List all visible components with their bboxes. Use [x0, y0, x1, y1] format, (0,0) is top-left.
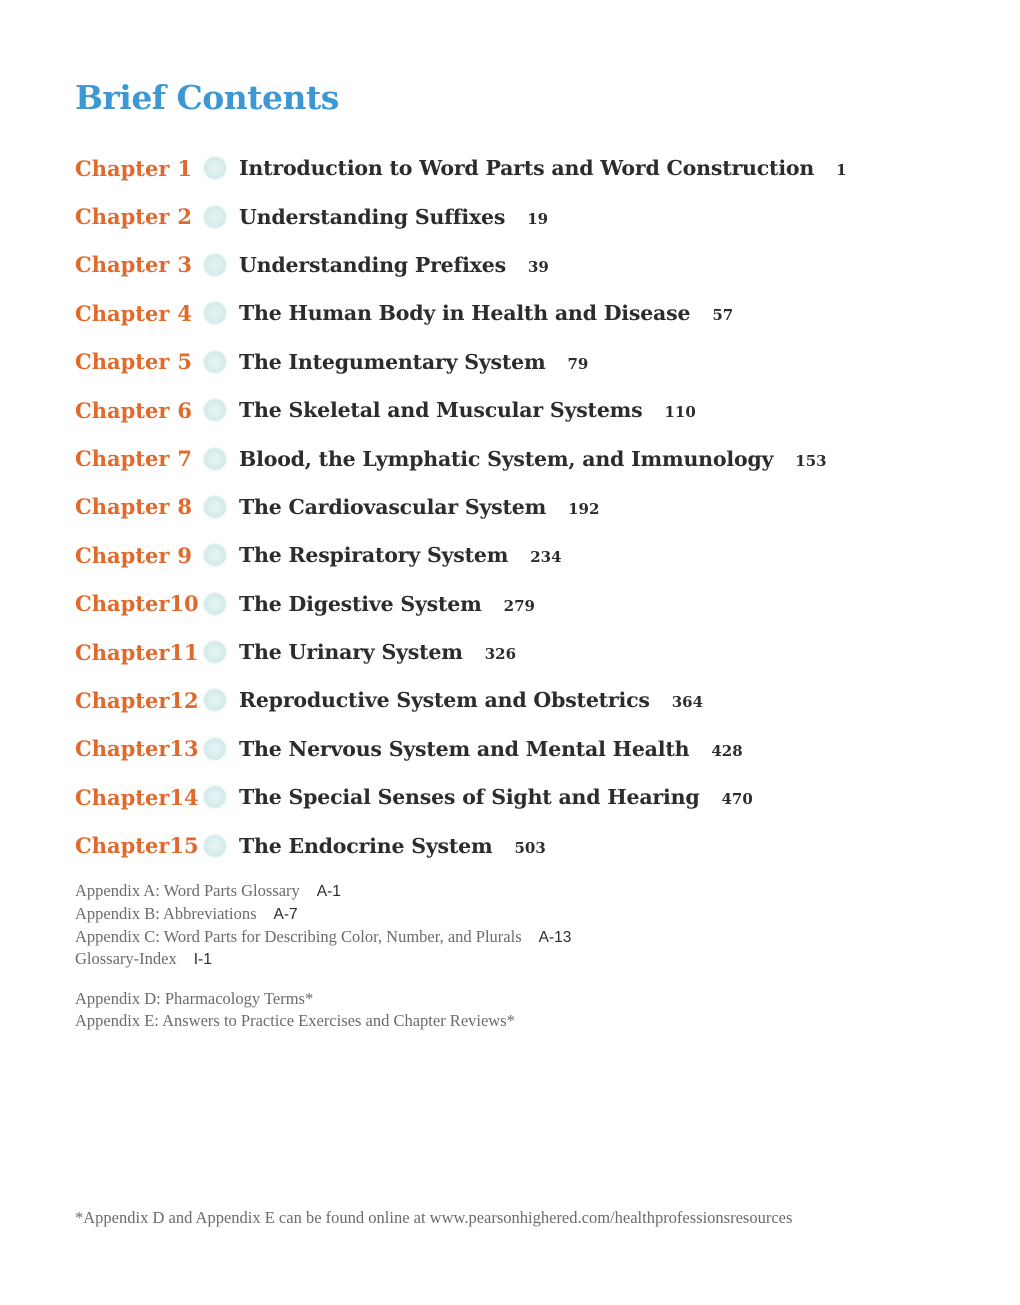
online-appendix-item: Appendix E: Answers to Practice Exercises and Chapter Reviews*: [75, 1010, 515, 1030]
appendix-item[interactable]: [75, 880, 571, 903]
chapter-page: 326: [484, 645, 517, 664]
chapter-row[interactable]: [75, 676, 975, 724]
bullet-circle-icon: [204, 399, 226, 421]
appendix-title: Appendix C: Word Parts for Describing Color, Number, and Plurals: [75, 926, 522, 946]
chapter-label: Chapter 6: [75, 397, 192, 423]
chapter-title: Introduction to Word Parts and Word Construction: [239, 156, 815, 181]
bullet-circle-icon: [204, 738, 226, 760]
chapter-page: 364: [671, 693, 704, 712]
chapter-row[interactable]: [75, 144, 975, 192]
chapter-page: 110: [664, 403, 696, 422]
chapter-page: 39: [527, 257, 549, 276]
appendix-item[interactable]: [75, 948, 571, 971]
appendix-title: Glossary-Index: [75, 949, 177, 969]
chapter-row[interactable]: [75, 821, 975, 869]
chapter-list: [75, 144, 975, 870]
online-appendix-item: Appendix D: Pharmacology Terms*: [75, 989, 314, 1008]
appendix-title: Appendix B: Abbreviations: [75, 903, 257, 923]
chapter-label: Chapter 2: [75, 204, 192, 230]
chapter-page: 470: [721, 790, 753, 809]
bullet-circle-icon: [204, 206, 226, 228]
appendix-page: A-1: [316, 883, 341, 900]
chapter-label: Chapter 10: [75, 591, 199, 617]
bullet-circle-icon: [204, 157, 226, 179]
chapter-row[interactable]: [75, 580, 975, 628]
chapter-label: Chapter 5: [75, 349, 192, 375]
chapter-title: The Endocrine System: [239, 833, 493, 858]
chapter-row[interactable]: [75, 289, 975, 337]
chapter-label: Chapter 7: [75, 446, 192, 472]
chapter-page: 79: [567, 354, 589, 373]
appendix-item[interactable]: [75, 903, 571, 926]
bullet-circle-icon: [204, 302, 226, 324]
chapter-page: 428: [711, 741, 743, 760]
appendix-title: Appendix A: Word Parts Glossary: [75, 881, 300, 900]
chapter-label: Chapter 3: [75, 252, 192, 278]
chapter-row[interactable]: [75, 725, 975, 773]
bullet-circle-icon: [204, 496, 226, 518]
chapter-row[interactable]: [75, 773, 975, 821]
chapter-title: Reproductive System and Obstetrics: [239, 688, 650, 713]
appendix-page: A-13: [538, 928, 572, 946]
chapter-label: Chapter 13: [75, 736, 199, 762]
chapter-row[interactable]: [75, 628, 975, 676]
chapter-title: Understanding Suffixes: [239, 204, 506, 229]
chapter-label: Chapter 12: [75, 687, 199, 713]
page-title: Brief Contents: [75, 78, 339, 117]
chapter-title: The Special Senses of Sight and Hearing: [239, 785, 700, 810]
chapter-title: The Human Body in Health and Disease: [239, 301, 691, 326]
bullet-circle-icon: [204, 641, 226, 663]
chapter-label: Chapter 1: [75, 155, 192, 181]
appendix-page: A-7: [273, 905, 298, 923]
chapter-title: The Skeletal and Muscular Systems: [239, 398, 643, 423]
footnote: *Appendix D and Appendix E can be found online at www.pearsonhighered.com/healthprofessionsresources: [75, 1208, 793, 1227]
chapter-title: The Digestive System: [239, 591, 482, 616]
bullet-circle-icon: [204, 835, 226, 857]
chapter-label: Chapter 8: [75, 494, 192, 520]
chapter-title: The Nervous System and Mental Health: [239, 736, 690, 761]
chapter-row[interactable]: [75, 531, 975, 579]
bullet-circle-icon: [204, 689, 226, 711]
chapter-row[interactable]: [75, 192, 975, 240]
chapter-page: 19: [527, 209, 549, 228]
chapter-title: The Respiratory System: [239, 543, 509, 568]
appendix-list: [75, 880, 571, 971]
chapter-title: The Urinary System: [239, 640, 463, 665]
chapter-title: The Integumentary System: [239, 349, 546, 374]
chapter-row[interactable]: [75, 434, 975, 482]
chapter-row[interactable]: [75, 241, 975, 289]
bullet-circle-icon: [204, 351, 226, 373]
chapter-label: Chapter 15: [75, 833, 199, 859]
bullet-circle-icon: [204, 786, 226, 808]
chapter-page: 57: [712, 306, 734, 325]
chapter-row[interactable]: [75, 386, 975, 434]
chapter-title: The Cardiovascular System: [239, 494, 547, 519]
chapter-title: Blood, the Lymphatic System, and Immunology: [239, 446, 774, 471]
chapter-title: Understanding Prefixes: [239, 252, 506, 277]
bullet-circle-icon: [204, 448, 226, 470]
chapter-row[interactable]: [75, 483, 975, 531]
chapter-page: 1: [836, 161, 847, 180]
chapter-row[interactable]: [75, 338, 975, 386]
appendix-item[interactable]: [75, 926, 571, 949]
appendix-page: I-1: [193, 951, 212, 969]
chapter-page: 503: [514, 838, 546, 857]
chapter-page: 153: [795, 451, 827, 470]
chapter-page: 234: [530, 548, 562, 567]
bullet-circle-icon: [204, 593, 226, 615]
chapter-page: 192: [568, 499, 600, 518]
chapter-label: Chapter 4: [75, 300, 192, 326]
chapter-label: Chapter 11: [75, 639, 199, 665]
bullet-circle-icon: [204, 254, 226, 276]
bullet-circle-icon: [204, 544, 226, 566]
chapter-page: 279: [503, 596, 535, 615]
chapter-label: Chapter 14: [75, 784, 199, 810]
chapter-label: Chapter 9: [75, 542, 192, 568]
online-appendix-list: [75, 988, 515, 1032]
